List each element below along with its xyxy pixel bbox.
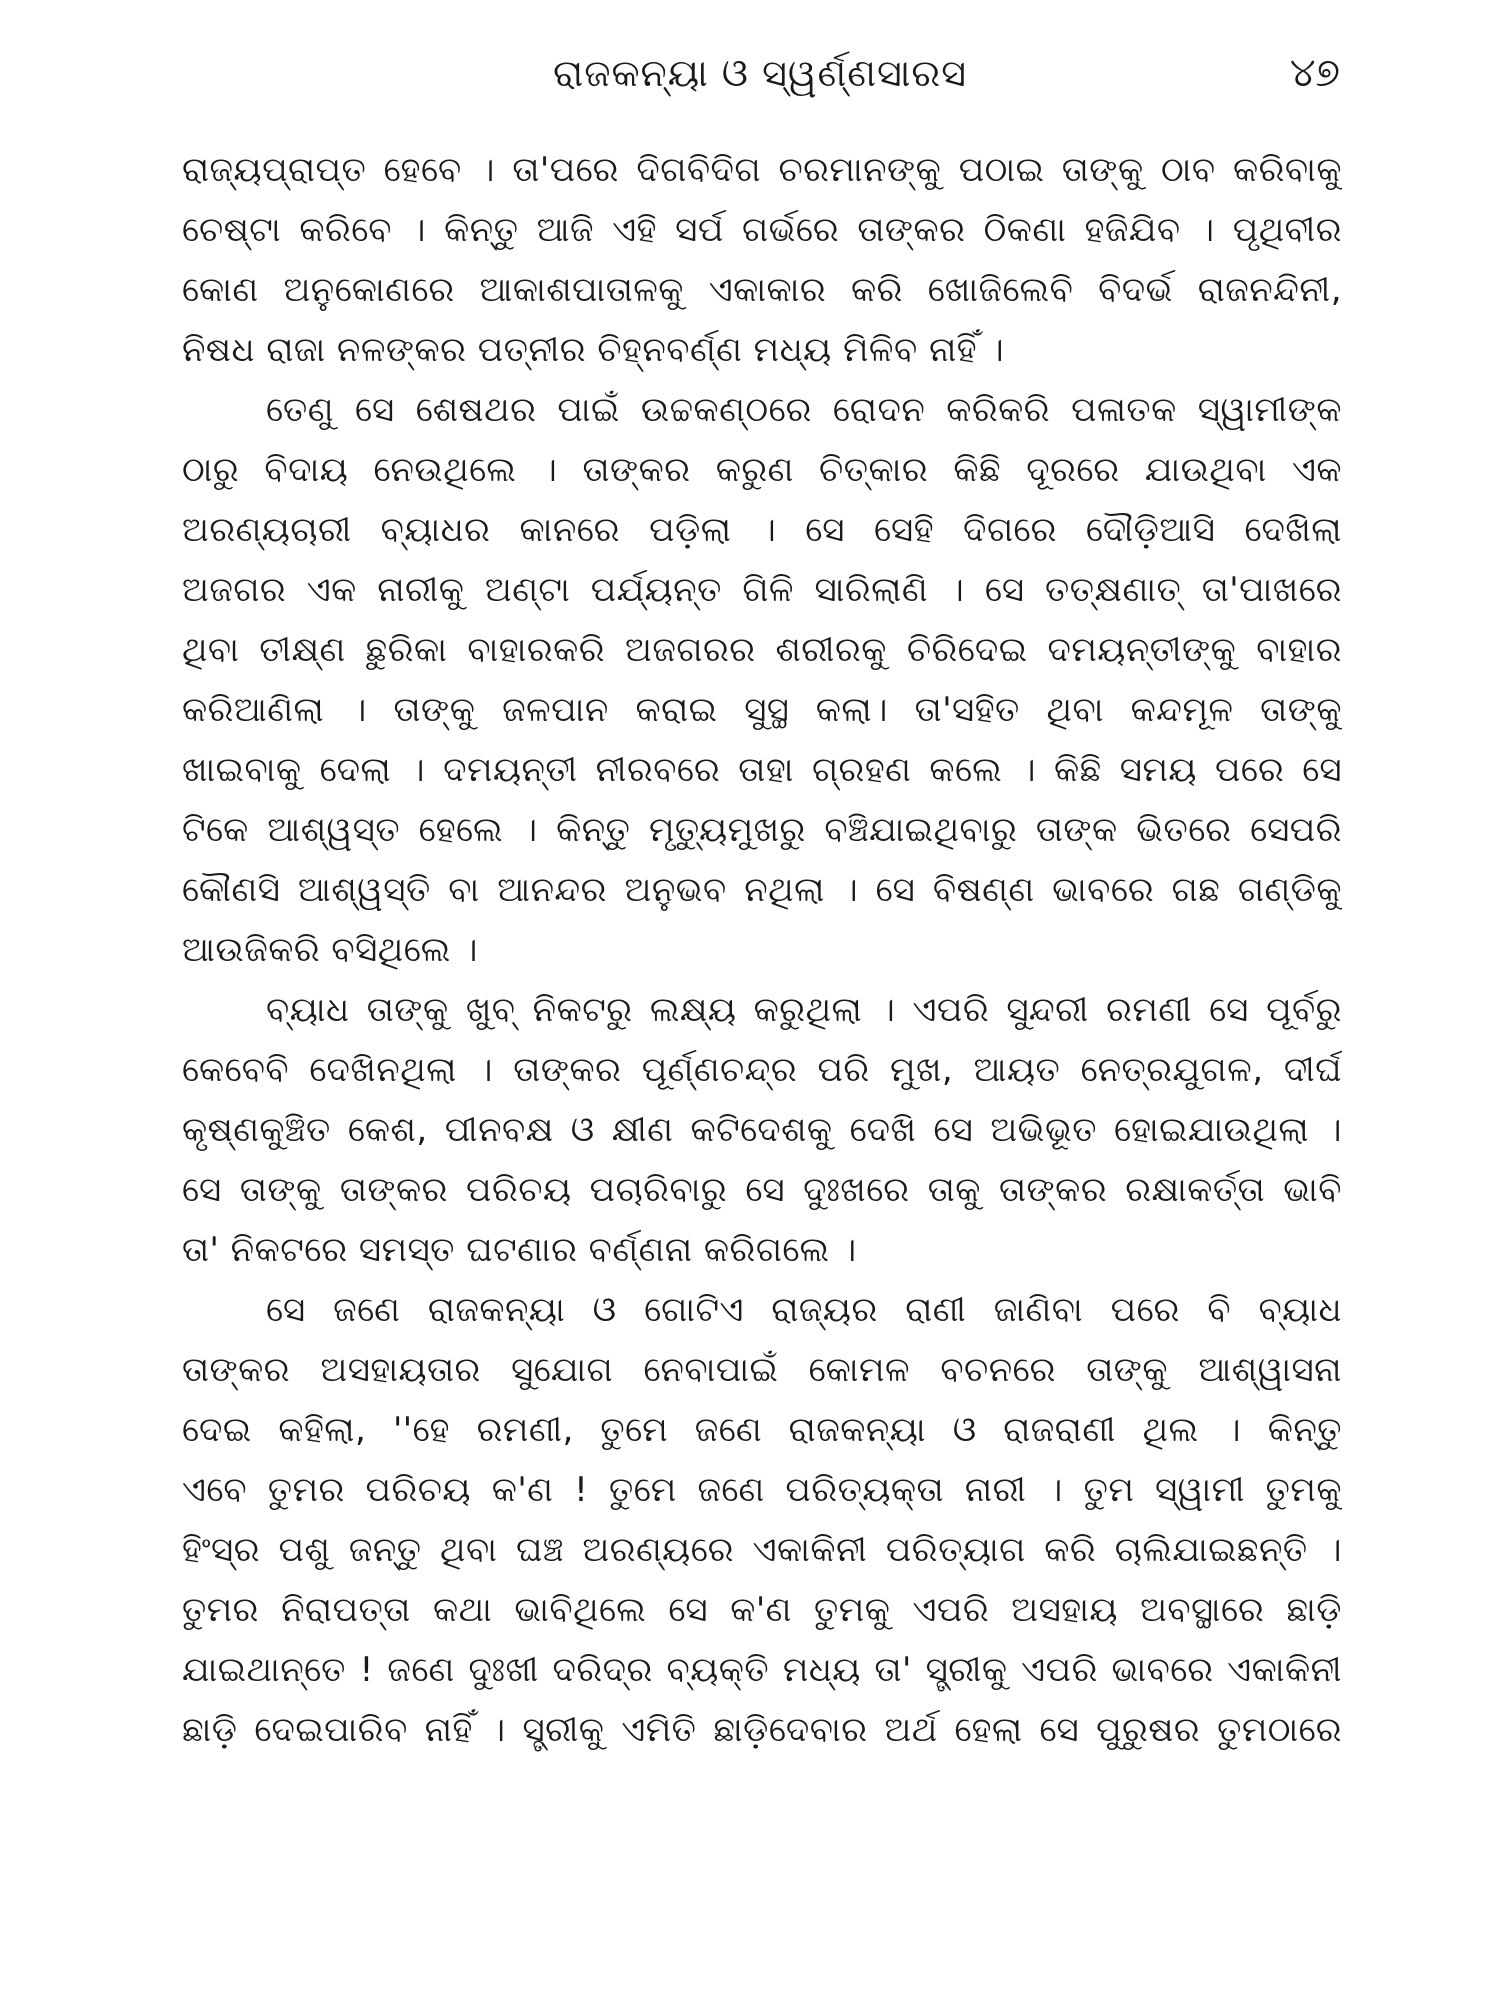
text-line: କୋଣ ଅନୁକୋଣରେ ଆକାଶପାତାଳକୁ ଏକାକାର କରି ଖୋଜିଲେବି ବିଦର୍ଭ ରାଜନନ୍ଦିନୀ,	[182, 270, 1342, 310]
text-line: ଠାରୁ ବିଦାୟ ନେଉଥିଲେ । ତାଙ୍କର କରୁଣ ଚିତ୍କାର କିଛି ଦୂରରେ ଯାଉଥିବା ଏକ	[182, 450, 1342, 490]
text-line: ଅରଣ୍ୟଚାରୀ ବ୍ୟାଧର କାନରେ ପଡ଼ିଲା । ସେ ସେହି ଦିଗରେ ଦୌଡ଼ିଆସି ଦେଖିଲା	[182, 510, 1342, 550]
text-line: କୌଣସି ଆଶ୍ୱସ୍ତି ବା ଆନନ୍ଦର ଅନୁଭବ ନଥିଲା । ସେ ବିଷଣ୍ଣ ଭାବରେ ଗଛ ଗଣ୍ଡିକୁ	[182, 870, 1342, 910]
text-line: ଅଜଗର ଏକ ନାରୀକୁ ଅଣ୍ଟା ପର୍ଯ୍ୟନ୍ତ ଗିଳି ସାରିଲାଣି । ସେ ତତ୍କ୍ଷଣାତ୍ ତା'ପାଖରେ	[182, 570, 1342, 610]
text-line: କରିଆଣିଲା । ତାଙ୍କୁ ଜଳପାନ କରାଇ ସୁସ୍ଥ କଲା। ତା'ସହିତ ଥିବା କନ୍ଦମୂଳ ତାଙ୍କୁ	[182, 690, 1342, 730]
text-line: କୃଷ୍ଣକୁଞ୍ଚିତ କେଶ, ପୀନବକ୍ଷ ଓ କ୍ଷୀଣ କଟିଦେଶକୁ ଦେଖି ସେ ଅଭିଭୂତ ହୋଇଯାଉଥିଲା ।	[182, 1110, 1342, 1150]
text-line: ଖାଇବାକୁ ଦେଲା । ଦମୟନ୍ତୀ ନୀରବରେ ତାହା ଗ୍ରହଣ କଲେ । କିଛି ସମୟ ପରେ ସେ	[182, 750, 1342, 790]
paragraph-first-line: ସେ ଜଣେ ରାଜକନ୍ୟା ଓ ଗୋଟିଏ ରାଜ୍ୟର ରାଣୀ ଜାଣିବା ପରେ ବି ବ୍ୟାଧ	[266, 1290, 1342, 1330]
chapter-title: ରାଜକନ୍ୟା ଓ ସ୍ୱର୍ଣ୍ଣସାରସ	[552, 51, 968, 95]
text-line: ସେ ତାଙ୍କୁ ତାଙ୍କର ପରିଚୟ ପଚାରିବାରୁ ସେ ଦୁଃଖରେ ତାକୁ ତାଙ୍କର ରକ୍ଷାକର୍ତ୍ତା ଭାବି	[182, 1170, 1342, 1210]
text-line: ତାଙ୍କର ଅସହାୟତାର ସୁଯୋଗ ନେବାପାଇଁ କୋମଳ ବଚନରେ ତାଙ୍କୁ ଆଶ୍ୱାସନା	[182, 1350, 1342, 1390]
text-line: ଚେଷ୍ଟା କରିବେ । କିନ୍ତୁ ଆଜି ଏହି ସର୍ପ ଗର୍ଭରେ ତାଙ୍କର ଠିକଣା ହଜିଯିବ । ପୃଥିବୀର	[182, 210, 1342, 250]
text-line: ତୁମର ନିରାପତ୍ତା କଥା ଭାବିଥିଲେ ସେ କ'ଣ ତୁମକୁ ଏପରି ଅସହାୟ ଅବସ୍ଥାରେ ଛାଡ଼ି	[182, 1590, 1342, 1630]
body-text	[182, 140, 1342, 1760]
text-line: ଟିକେ ଆଶ୍ୱସ୍ତ ହେଲେ । କିନ୍ତୁ ମୃତ୍ୟୁମୁଖରୁ ବଞ୍ଚିଯାଇଥିବାରୁ ତାଙ୍କ ଭିତରେ ସେପରି	[182, 810, 1342, 850]
text-line: ନିଷଧ ରାଜା ନଳଙ୍କର ପତ୍ନୀର ଚିହ୍ନବର୍ଣ୍ଣ ମଧ୍ୟ ମିଳିବ ନାହିଁ ।	[182, 330, 1005, 370]
text-line: ହିଂସ୍ର ପଶୁ ଜନ୍ତୁ ଥିବା ଘଞ୍ଚ ଅରଣ୍ୟରେ ଏକାକିନୀ ପରିତ୍ୟାଗ କରି ଚାଲିଯାଇଛନ୍ତି ।	[182, 1530, 1342, 1570]
text-line: ଛାଡ଼ି ଦେଇପାରିବ ନାହିଁ । ସ୍ତ୍ରୀକୁ ଏମିତି ଛାଡ଼ିଦେବାର ଅର୍ଥ ହେଲା ସେ ପୁରୁଷର ତୁମଠାରେ	[182, 1710, 1342, 1750]
paragraph-first-line: ବ୍ୟାଧ ତାଙ୍କୁ ଖୁବ୍ ନିକଟରୁ ଲକ୍ଷ୍ୟ କରୁଥିଲା । ଏପରି ସୁନ୍ଦରୀ ରମଣୀ ସେ ପୂର୍ବରୁ	[266, 990, 1342, 1030]
text-line: ରାଜ୍ୟପ୍ରାପ୍ତ ହେବେ । ତା'ପରେ ଦିଗବିଦିଗ ଚରମାନଙ୍କୁ ପଠାଇ ତାଙ୍କୁ ଠାବ କରିବାକୁ	[182, 150, 1342, 190]
text-line: ଯାଇଥାନ୍ତେ ! ଜଣେ ଦୁଃଖୀ ଦରିଦ୍ର ବ୍ୟକ୍ତି ମଧ୍ୟ ତା' ସ୍ତ୍ରୀକୁ ଏପରି ଭାବରେ ଏକାକିନୀ	[182, 1650, 1342, 1690]
page-number: ୪୭	[1289, 50, 1340, 96]
text-line: ଏବେ ତୁମର ପରିଚୟ କ'ଣ ! ତୁମେ ଜଣେ ପରିତ୍ୟକ୍ତା ନାରୀ । ତୁମ ସ୍ୱାମୀ ତୁମକୁ	[182, 1470, 1342, 1510]
paragraph-first-line: ତେଣୁ ସେ ଶେଷଥର ପାଇଁ ଉଚ୍ଚକଣ୍ଠରେ ରୋଦନ କରିକରି ପଳାତକ ସ୍ୱାମୀଙ୍କ	[266, 390, 1342, 430]
text-line: ତା' ନିକଟରେ ସମସ୍ତ ଘଟଣାର ବର୍ଣ୍ଣନା କରିଗଲେ ।	[182, 1230, 857, 1270]
text-line: ଦେଇ କହିଲା, ''ହେ ରମଣୀ, ତୁମେ ଜଣେ ରାଜକନ୍ୟା ଓ ରାଜରାଣୀ ଥିଲ । କିନ୍ତୁ	[182, 1410, 1342, 1450]
text-line: ଥିବା ତୀକ୍ଷ୍ଣ ଛୁରିକା ବାହାରକରି ଅଜଗରର ଶରୀରକୁ ଚିରିଦେଇ ଦମୟନ୍ତୀଙ୍କୁ ବାହାର	[182, 630, 1342, 670]
text-line: ଆଉଜିକରି ବସିଥିଲେ ।	[182, 930, 478, 970]
running-header	[180, 38, 1340, 108]
text-line: କେବେବି ଦେଖିନଥିଲା । ତାଙ୍କର ପୂର୍ଣ୍ଣଚନ୍ଦ୍ର ପରି ମୁଖ, ଆୟତ ନେତ୍ରଯୁଗଳ, ଦୀର୍ଘ	[182, 1050, 1342, 1090]
